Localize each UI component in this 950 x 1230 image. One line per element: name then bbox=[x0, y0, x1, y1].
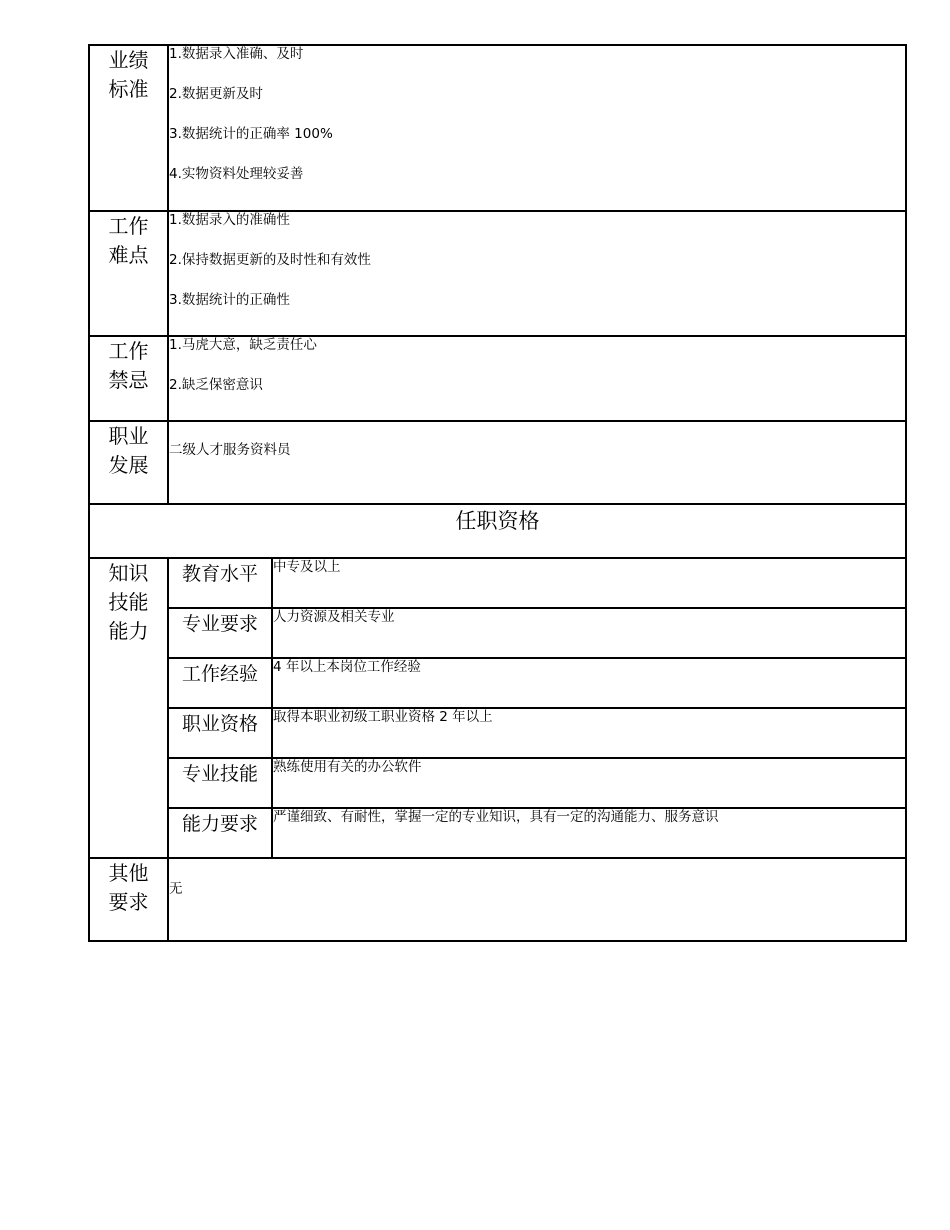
skill-name: 教育水平 bbox=[168, 558, 272, 608]
difficulties-row bbox=[89, 211, 906, 336]
performance-row bbox=[89, 45, 906, 211]
job-description-table bbox=[88, 44, 907, 942]
career-label: 职业发展 bbox=[89, 421, 168, 504]
qualification-section-title: 任职资格 bbox=[89, 504, 906, 558]
skills-row bbox=[89, 658, 906, 708]
skill-value: 取得本职业初级工职业资格 2 年以上 bbox=[272, 708, 906, 758]
skills-row bbox=[89, 608, 906, 658]
taboos-item: 2.缺乏保密意识 bbox=[169, 377, 263, 393]
performance-item: 2.数据更新及时 bbox=[169, 86, 263, 102]
skill-name: 能力要求 bbox=[168, 808, 272, 858]
career-content bbox=[168, 421, 906, 504]
skill-value: 人力资源及相关专业 bbox=[272, 608, 906, 658]
skill-value: 熟练使用有关的办公软件 bbox=[272, 758, 906, 808]
skill-name: 工作经验 bbox=[168, 658, 272, 708]
skills-row bbox=[89, 558, 906, 608]
difficulties-content bbox=[168, 211, 906, 336]
skill-name: 职业资格 bbox=[168, 708, 272, 758]
skills-label: 知识技能能力 bbox=[89, 558, 168, 858]
career-item: 二级人才服务资料员 bbox=[169, 442, 291, 458]
taboos-content bbox=[168, 336, 906, 421]
performance-label: 业绩标准 bbox=[89, 45, 168, 211]
performance-item: 4.实物资料处理较妥善 bbox=[169, 166, 304, 182]
taboos-row bbox=[89, 336, 906, 421]
other-content: 无 bbox=[168, 858, 906, 941]
difficulties-item: 1.数据录入的准确性 bbox=[169, 212, 290, 228]
skill-value: 严谨细致、有耐性，掌握一定的专业知识，具有一定的沟通能力、服务意识 bbox=[272, 808, 906, 858]
other-row bbox=[89, 858, 906, 941]
skill-value: 4 年以上本岗位工作经验 bbox=[272, 658, 906, 708]
difficulties-label: 工作难点 bbox=[89, 211, 168, 336]
taboos-label: 工作禁忌 bbox=[89, 336, 168, 421]
performance-content bbox=[168, 45, 906, 211]
qualification-section-row bbox=[89, 504, 906, 558]
performance-item: 3.数据统计的正确率 100% bbox=[169, 126, 333, 142]
skill-name: 专业要求 bbox=[168, 608, 272, 658]
skill-value: 中专及以上 bbox=[272, 558, 906, 608]
performance-item: 1.数据录入准确、及时 bbox=[169, 46, 304, 62]
difficulties-item: 3.数据统计的正确性 bbox=[169, 292, 290, 308]
skill-name: 专业技能 bbox=[168, 758, 272, 808]
skills-row bbox=[89, 808, 906, 858]
skills-row bbox=[89, 708, 906, 758]
skills-row bbox=[89, 758, 906, 808]
taboos-item: 1.马虎大意，缺乏责任心 bbox=[169, 337, 317, 353]
career-row bbox=[89, 421, 906, 504]
other-label: 其他要求 bbox=[89, 858, 168, 941]
difficulties-item: 2.保持数据更新的及时性和有效性 bbox=[169, 252, 371, 268]
